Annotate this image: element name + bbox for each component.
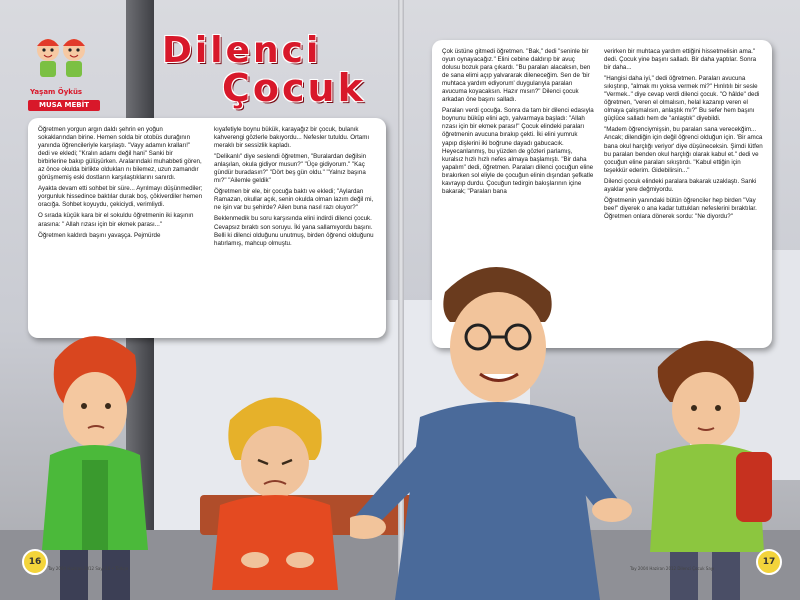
left-column-1 <box>38 126 203 243</box>
author-label: MUSA MEBİT <box>28 100 100 111</box>
paragraph: Öğretmen kaldırdı başını yavaşça. Pejmürde <box>38 231 161 239</box>
boy-green-jacket-illustration <box>30 320 160 600</box>
left-column-2 <box>214 126 378 251</box>
paragraph: verirken bir muhtaca yardım ettiğini hissetmelisin ama." dedi. Çocuk yine başını salladı. Bir daha yaptılar. Sonra bir daha... <box>604 48 757 72</box>
teacher-illustration <box>350 252 650 600</box>
paragraph: Öğretmen bir ele, bir çocuğa baktı ve ekledi; "Aylardan Ramazan, okullar açık, senin okulda olman lazım değil mi, ne işin var bu şehirde? Ailen buna nasıl razı oluyor?" <box>214 188 374 212</box>
paragraph: Paraları verdi çocuğa. Sonra da tam bir dilenci edasıyla boynunu büküp elini açtı, yalvarmaya başladı: "Allah rızası için bir ekmek parası!" Çocuk elindeki paraları öğretmenin avucuna bırakıp çekti. İki elini yumruk yapıp dişlerini iki boğrune dayadı gabucacık. Heyecanlanmış, bu yüzden de gözleri parlamış, kuralsız hızlı hızlı nefes almaya başlamıştı. "Bir daha yapalım" dedi, öğretmen. Paraları dilenci çocuğun eline bırakırken sol eliyle de çocuğun elinin dışından şefkatle kavrayıp durdu. Çocuğun tedirgin bakışlarının içine bakarak; "Paraları bana <box>442 107 594 195</box>
paragraph: Çok üstüne gitmedi öğretmen. "Bak," dedi "seninle bir oyun oynayacağız." Elini cebine daldırıp bir avuç dolusu bozuk para çıkardı. "Bu paraları alacaksın, ben de sana elimi açıp yalvararak dileneceğim. Sen de 'bir muhtaca yardım ediyorum' duygularıyla paraları avucuma koyacaksın. Hazır mısın?" Dilenci çocuk arkadan öne başını salladı. <box>442 48 591 104</box>
paragraph: Ayakta devam etti sohbet bir süre... Ayrılmayı düşünmediler; yorgunluk hissedince baktılar durak boş, çökiverdiler hemen oracığa. Sohbet koyuydu, çekiciydi, verimliydi. <box>38 185 203 209</box>
paragraph: Dilenci çocuk elindeki paralara bakarak uzaklaştı. Sanki ayaklar yere değmiyordu. <box>604 177 757 193</box>
beggar-boy-illustration <box>200 380 350 600</box>
footer-right: Tay 2004 Haziran 2012 Dilenci Çocuk Sayı <box>630 566 715 571</box>
paragraph: Öğretmen yorgun argın daldı şehrin en yoğun sokaklarından birine. Hemen solda bir otobüs durağının yanında öğrencileriyle karşılaştı. "Vayy adamın kralları!" dedi ve ekledi; "Kralın adamı değil hani" Sanki bir birbirlerine bakıp gülüşürken. Aralarındaki muhabbeti gören, az önce okulda birlikte oldukları nı bilemez, uzun zamandır görüşmemiş eski dostların karşılaştıklarını sanırdı. <box>38 126 202 182</box>
paragraph: Öğretmenin yanındaki bütün öğrenciler hep birden "Vay bee!" diyerek o ana kadar tuttukları nefeslerini bıraktılar. Öğretmen onlara dönerek sordu: "Ne diyordu?" <box>604 196 757 220</box>
footer-left: Tay 2004 Haziran 2012 Sayı:16 • Türkçe <box>48 566 129 571</box>
right-column-1 <box>442 48 594 199</box>
story-title-line1: Dilenci <box>162 30 322 71</box>
left-story-text-box <box>28 118 386 338</box>
paragraph: O sırada küçük kara bir el sokuldu öğretmenin iki kaşının arasına: " Allah rızası için bir ekmek parası..." <box>38 212 194 228</box>
page-number-left: 16 <box>22 549 48 575</box>
series-mascots-logo <box>30 32 96 84</box>
paragraph: "Delikanlı" diye seslendi öğretmen, "Buralardan değilsin anlaşılan, okula gidiyor musun?" "Üçe gidiyorum." "Kaç gündür buradasın?" "Dört beş gün oldu." "Yalnız başına mı?" "Ailemle geldik" <box>214 153 367 185</box>
paragraph: "Hangisi daha iyi," dedi öğretmen. Paraları avucuna sıkıştırıp, "almak mı yoksa vermek mi?" Hınlıtılı bir sesle "Vermek.." diye cevap verdi dilenci çocuk. "O hâlde" dedi öğretmen, "veren el olmalısın, helal kazanıp veren el olmaya çalışmalısın, anlaştık mı?" Bu sefer hem başını güçlüce salladı hem de "anlaştık" diyebildi. <box>604 75 760 123</box>
paragraph: Beklenmedik bu soru karşısında elini indirdi dilenci çocuk. Cevapsız bıraktı son soruyu. İki yana sallamıyordu başını. Belli ki dilenci olduğunu unutmuş, birden öğrenci olduğunu hatırlamış, mahcup olmuştu. <box>214 215 374 247</box>
series-label: Yaşam Öyküs <box>30 88 83 96</box>
story-title-line2: Çocuk <box>222 66 366 110</box>
page-number-right: 17 <box>756 549 782 575</box>
paragraph: "Madem öğrenciymişsin, bu paraları sana verecekğim... Ancak; dilendiğin için değil öğrenci olduğun için. 'Bir amca bana okul harçlığı veriyor' diye düşüneceksin. Şimdi lütfen bu paraları benden okul harçlığı olarak kabul et." dedi ve çocuğun eline paraları sıkıştırdı. "Kabul ettiğin için teşekkür ederim. Gidebilirsin..." <box>604 126 763 174</box>
paragraph: kıyafetiyle boynu bükük, karayağız bir çocuk, bulanık kahverengi gözlerle bakıyordu... Nefesler tutuldu. Ortamı meraklı bir sessizlik kapladı. <box>214 126 370 150</box>
right-column-2 <box>604 48 764 224</box>
